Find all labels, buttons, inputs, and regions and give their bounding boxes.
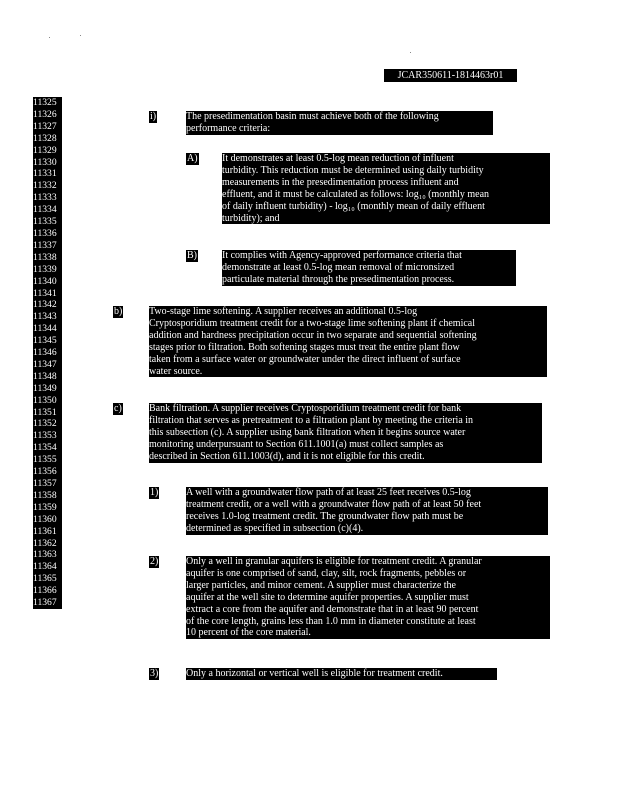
line-number: 11341 (33, 287, 57, 299)
document-id-header: JCAR350611-1814463r01 (384, 69, 517, 82)
text-line: Only a well in granular aquifers is eligible for treatment credit. A granular (186, 556, 482, 567)
item-text-i (186, 111, 493, 135)
line-number: 11361 (33, 525, 57, 537)
line-number: 11366 (33, 585, 57, 597)
text-line: The presedimentation basin must achieve both of the following (186, 111, 439, 122)
line-number: 11326 (33, 108, 57, 120)
text-line: larger particles, and minor cement. A supplier must characterize the (186, 579, 456, 591)
text-line: filtration that serves as pretreatment to a filtration plant by meeting the criteria in (149, 414, 474, 426)
line-number: 11359 (33, 501, 57, 513)
text-line: described in Section 611.1003(d), and it is not eligible for this credit. (149, 450, 425, 462)
item-text-A (222, 153, 550, 224)
line-number: 11350 (33, 394, 57, 406)
item-label-2: 2) (150, 556, 159, 567)
line-number: 11348 (33, 370, 57, 382)
line-number: 11346 (33, 347, 57, 359)
line-number: 11365 (33, 573, 57, 585)
text-line: determined as specified in subsection (c)(4). (186, 522, 364, 534)
line-number: 11339 (33, 263, 57, 275)
text-line: measurements in the presedimentation process influent and (222, 176, 459, 188)
text-line: Bank filtration. A supplier receives Cryptosporidium treatment credit for bank (149, 403, 462, 414)
line-number: 11356 (33, 466, 57, 478)
line-number: 11362 (33, 537, 57, 549)
line-number: 11332 (33, 180, 57, 192)
text-line: Two-stage lime softening. A supplier receives an additional 0.5-log (149, 306, 418, 317)
text-line: treatment credit, or a well with a groundwater flow path of at least 50 feet (186, 498, 482, 510)
scan-speck (49, 37, 50, 38)
item-label-i: i) (150, 111, 157, 122)
item-label-A: A) (187, 153, 198, 164)
text-line: Only a horizontal or vertical well is eligible for treatment credit. (186, 668, 443, 679)
line-number: 11327 (33, 120, 57, 132)
line-number: 11355 (33, 454, 57, 466)
line-number: 11353 (33, 430, 57, 442)
text-line: demonstrate at least 0.5-log mean removal of micronsized (222, 261, 455, 273)
text-line: Cryptosporidium treatment credit for a two-stage lime softening plant if chemical (149, 317, 476, 329)
line-number: 11367 (33, 597, 57, 609)
line-number: 11340 (33, 275, 57, 287)
line-number: 11334 (33, 204, 57, 216)
text-line: It demonstrates at least 0.5-log mean reduction of influent (222, 153, 454, 164)
line-number: 11343 (33, 311, 57, 323)
text-line: particulate material through the presedimentation process. (222, 273, 455, 285)
line-number: 11352 (33, 418, 57, 430)
text-line: receives 1.0-log treatment credit. The groundwater flow path must be (186, 510, 464, 522)
line-number: 11338 (33, 251, 57, 263)
item-text-3 (186, 668, 497, 680)
line-number: 11337 (33, 239, 57, 251)
text-line: It complies with Agency-approved performance criteria that (222, 250, 462, 261)
text-line: monitoring underpursuant to Section 611.1001(a) must collect samples as (149, 438, 444, 450)
text-line: stages prior to filtration. Both softening stages must treat the entire plant flow (149, 341, 460, 353)
text-line: 10 percent of the core material. (186, 627, 311, 639)
line-number: 11336 (33, 227, 57, 239)
line-number: 11328 (33, 132, 57, 144)
text-line: turbidity. This reduction must be determined using daily turbidity (222, 164, 484, 176)
scan-speck (80, 35, 81, 36)
line-number: 11351 (33, 406, 57, 418)
line-number: 11363 (33, 549, 57, 561)
line-number: 11357 (33, 478, 57, 489)
item-label-3: 3) (150, 668, 159, 679)
line-number-column (33, 97, 62, 609)
item-label-b: b) (114, 306, 123, 317)
item-text-b (149, 306, 547, 377)
line-number: 11329 (33, 144, 57, 156)
text-line: performance criteria: (186, 122, 271, 134)
line-number: 11333 (33, 192, 57, 204)
line-number: 11354 (33, 442, 57, 454)
line-number: 11342 (33, 299, 57, 311)
text-line: aquifer is one comprised of sand, clay, silt, rock fragments, pebbles or (186, 567, 467, 579)
line-number: 11325 (33, 97, 57, 108)
text-line: turbidity); and (222, 212, 280, 224)
item-text-2 (186, 556, 550, 639)
item-label-1: 1) (150, 487, 159, 498)
text-line: effluent, and it must be calculated as follows: log₁₀ (monthly mean (222, 188, 490, 200)
text-line: water source. (149, 365, 203, 377)
scan-speck (410, 52, 411, 53)
line-number: 11331 (33, 168, 57, 180)
line-number: 11358 (33, 489, 57, 501)
item-text-1 (186, 487, 548, 535)
text-line: aquifer at the well site to determine aquifer properties. A supplier must (186, 591, 469, 603)
text-line: A well with a groundwater flow path of at least 25 feet receives 0.5-log (186, 487, 471, 498)
line-number: 11360 (33, 513, 57, 525)
line-number: 11335 (33, 216, 57, 228)
item-label-B: B) (187, 250, 197, 261)
line-number: 11349 (33, 382, 57, 394)
text-line: of the core length, grains less than 1.0 mm in diameter constitute at least (186, 615, 476, 627)
text-line: addition and hardness precipitation occur in two separate and sequential softening (149, 329, 477, 341)
text-line: this subsection (c). A supplier using bank filtration when it begins source water (149, 426, 466, 438)
item-text-c (149, 403, 542, 463)
item-text-B (222, 250, 516, 286)
text-line: of daily influent turbidity) - log₁₀ (monthly mean of daily effluent (222, 200, 485, 212)
line-number: 11330 (33, 156, 57, 168)
line-number: 11345 (33, 335, 57, 347)
line-number: 11347 (33, 358, 57, 370)
line-number: 11344 (33, 323, 57, 335)
line-number: 11364 (33, 561, 57, 573)
text-line: extract a core from the aquifer and demonstrate that in at least 90 percent (186, 603, 479, 615)
item-label-c: c) (114, 403, 122, 414)
text-line: taken from a surface water or groundwater under the direct influent of surface (149, 353, 461, 365)
